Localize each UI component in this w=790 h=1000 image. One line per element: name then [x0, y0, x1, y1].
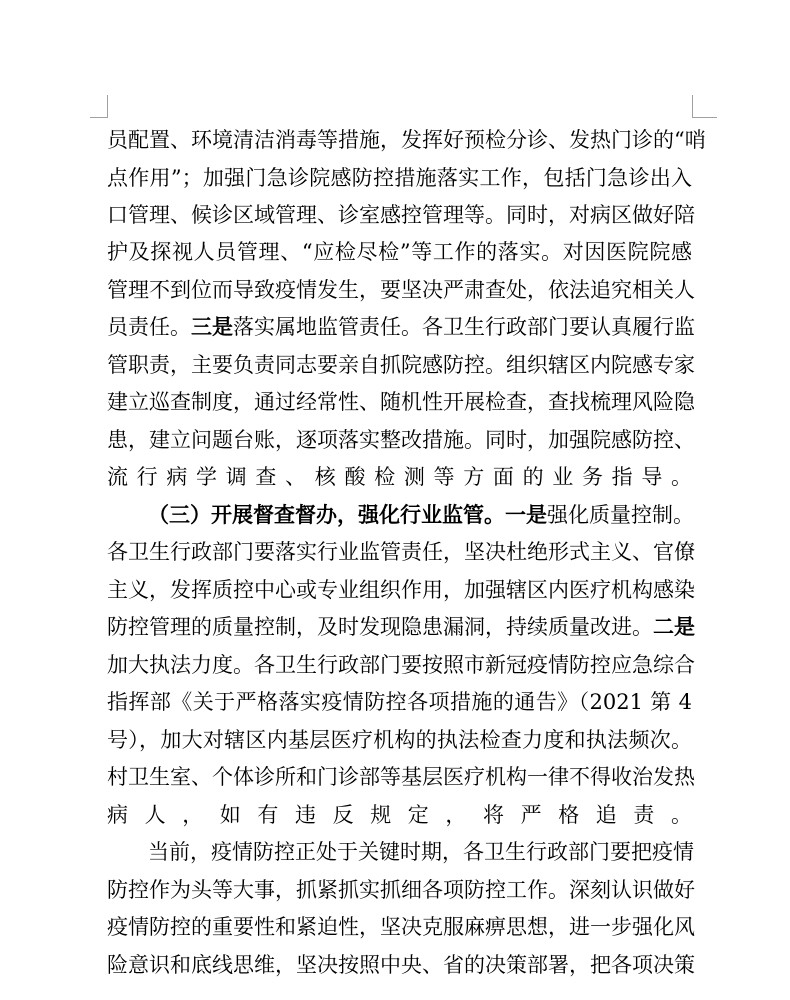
text-line — [107, 275, 695, 305]
text-line — [107, 650, 695, 680]
text-line — [107, 687, 692, 717]
text-line — [107, 875, 695, 905]
text-run: 护及探视人员管理、“应检尽检”等工作的落实。对因医院院感 — [107, 240, 692, 264]
paragraph-first-line — [148, 500, 692, 530]
text-run: 患，建立问题台账，逐项落实整改措施。同时，加强院感防控、 — [107, 428, 695, 452]
text-run: 管理不到位而导致疫情发生，要坚决严肃查处，依法追究相关人 — [107, 278, 695, 302]
text-line — [107, 537, 695, 567]
text-line — [107, 462, 692, 492]
text-run: 主义，发挥质控中心或专业组织作用，加强辖区内医疗机构感染 — [107, 578, 695, 602]
text-run: 病人，如有违反规定，将严格追责。 — [107, 803, 692, 827]
text-line — [107, 237, 692, 267]
text-run: 村卫生室、个体诊所和门诊部等基层医疗机构一律不得收治发热 — [107, 765, 695, 789]
text-line — [107, 950, 695, 980]
text-line — [107, 425, 695, 455]
text-run: 各卫生行政部门要落实行业监管责任，坚决杜绝形式主义、官僚 — [107, 540, 695, 564]
text-line — [107, 163, 692, 193]
text-run: 强化质量控制。 — [547, 503, 694, 527]
text-line — [107, 762, 695, 792]
bold-text-run: （三）开展督查督办，强化行业监管。 — [148, 502, 505, 527]
text-run: 防控作为头等大事，抓紧抓实抓细各项防控工作。深刻认识做好 — [107, 878, 695, 902]
text-run: 员责任。 — [107, 315, 191, 339]
text-line — [107, 612, 695, 642]
text-run: 当前，疫情防控正处于关键时期，各卫生行政部门要把疫情 — [148, 840, 694, 864]
text-run: 建立巡查制度，通过经常性、随机性开展检查，查找梳理风险隐 — [107, 390, 695, 414]
text-line — [107, 387, 695, 417]
margin-corner-mark-top-right — [692, 95, 717, 118]
text-line — [107, 725, 692, 755]
text-run: 加大执法力度。各卫生行政部门要按照市新冠疫情防控应急综合 — [107, 653, 695, 677]
text-run: 险意识和底线思维，坚决按照中央、省的决策部署，把各项决策 — [107, 953, 695, 977]
text-run: 疫情防控的重要性和紧迫性，坚决克服麻痹思想，进一步强化风 — [107, 915, 695, 939]
text-line — [107, 350, 695, 380]
text-line — [107, 912, 695, 942]
bold-text-run: 一是 — [505, 502, 547, 527]
text-run: 落实属地监管责任。各卫生行政部门要认真履行监 — [233, 315, 695, 339]
text-line — [107, 575, 695, 605]
text-run: 员配置、环境清洁消毒等措施，发挥好预检分诊、发热门诊的“哨 — [107, 128, 706, 152]
text-run: 指挥部《关于严格落实疫情防控各项措施的通告》（2021 第 4 — [107, 690, 692, 714]
text-line — [107, 200, 695, 230]
bold-text-run: 二是 — [653, 614, 695, 639]
text-run: 流行病学调查、核酸检测等方面的业务指导。 — [107, 465, 692, 489]
margin-corner-mark-top-left — [90, 95, 108, 118]
text-run: 管职责，主要负责同志要亲自抓院感防控。组织辖区内院感专家 — [107, 353, 695, 377]
text-line — [107, 312, 695, 342]
text-run: 点作用”；加强门急诊院感防控措施落实工作，包括门急诊出入 — [107, 166, 692, 190]
bold-text-run: 三是 — [191, 314, 233, 339]
paragraph-first-line — [148, 837, 692, 867]
text-run: 防控管理的质量控制，及时发现隐患漏洞，持续质量改进。 — [107, 615, 653, 639]
text-run: 口管理、候诊区域管理、诊室感控管理等。同时，对病区做好陪 — [107, 203, 695, 227]
text-line — [107, 800, 692, 830]
text-line — [107, 125, 706, 155]
text-run: 号），加大对辖区内基层医疗机构的执法检查力度和执法频次。 — [107, 728, 692, 752]
